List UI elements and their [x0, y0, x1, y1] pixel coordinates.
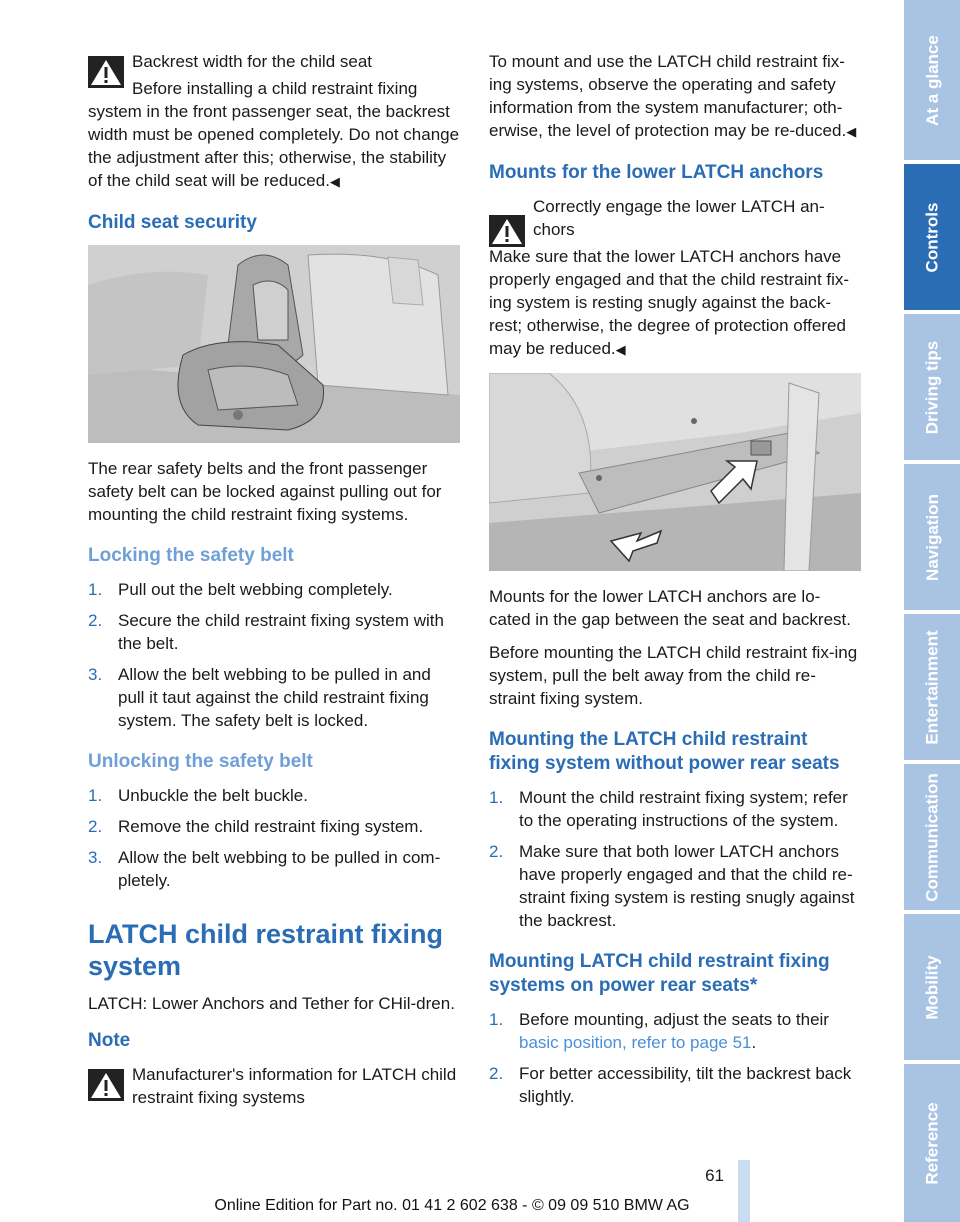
heading-mount-without-power: Mounting the LATCH child restraint fixing system without power rear seats — [489, 729, 840, 774]
locking-steps — [88, 578, 460, 732]
tab-driving-tips[interactable]: Driving tips — [904, 314, 960, 460]
child-seat-photo — [88, 245, 460, 443]
left-column — [88, 50, 460, 1121]
list-item: 1. Before mounting, adjust the seats to their basic position, refer to page 51. — [489, 1010, 829, 1052]
warning-manufacturer-info — [88, 1063, 460, 1109]
heading-note: Note — [88, 1030, 131, 1051]
power-seat-steps — [489, 1008, 861, 1108]
warning-triangle-icon — [489, 215, 525, 247]
list-item: 1. Pull out the belt webbing completely. — [88, 580, 393, 599]
end-mark: ◀ — [329, 174, 340, 189]
para-latch-definition: LATCH: Lower Anchors and Tether for CHil-dren. — [88, 994, 455, 1013]
warning-triangle-icon — [88, 56, 124, 88]
tab-navigation[interactable]: Navigation — [904, 464, 960, 610]
chapter-tabs — [904, 0, 960, 1222]
warning-engage-anchors — [489, 195, 861, 361]
footer-edition: Online Edition for Part no. 01 41 2 602 638 - © 09 09 510 BMW AG — [214, 1197, 690, 1214]
heading-mount-power-seats: Mounting LATCH child restraint fixing systems on power rear seats* — [489, 951, 830, 996]
heading-latch-system: LATCH child restraint fixing system — [88, 919, 444, 981]
heading-mounts-lower-anchors: Mounts for the lower LATCH anchors — [489, 162, 824, 183]
page-number: 61 — [705, 1166, 724, 1185]
heading-locking-safety-belt: Locking the safety belt — [88, 545, 294, 566]
list-item: 2. Remove the child restraint fixing system. — [88, 817, 424, 836]
tab-mobility[interactable]: Mobility — [904, 914, 960, 1060]
tab-communication[interactable]: Communication — [904, 764, 960, 910]
list-item: 1. Unbuckle the belt buckle. — [88, 786, 308, 805]
tab-at-a-glance[interactable]: At a glance — [904, 0, 960, 160]
tab-controls[interactable]: Controls — [904, 164, 960, 310]
para-before-mounting: Before mounting the LATCH child restraint fix-ing system, pull the belt away from the child re-straint fixing system. — [489, 643, 858, 708]
warning-body: Before installing a child restraint fixing system in the front passenger seat, the backrest width must be opened completely. Do not change the adjustment after this; otherwise, the stability of the child seat will be reduced. — [88, 79, 460, 190]
warning-triangle-icon — [88, 1069, 124, 1101]
para-mount-use: To mount and use the LATCH child restraint fix-ing systems, observe the operating and safety information from the system manufacturer; oth-erwise, the level of protection may be re-duced. — [489, 52, 847, 140]
warning-body: Make sure that the lower LATCH anchors have properly engaged and that the child restraint fix-ing system is resting snugly against the back-rest; otherwise, the degree of protection offered may be reduced. — [489, 247, 850, 358]
list-item: 1. Mount the child restraint fixing system; refer to the operating instructions of the system. — [489, 788, 848, 830]
list-item: 2. Make sure that both lower LATCH anchors have properly engaged and that the child re-straint fixing system is resting snugly against the backrest. — [489, 842, 855, 930]
latch-anchor-photo — [489, 373, 861, 571]
warning-title: Backrest width for the child seat — [132, 52, 373, 71]
without-power-steps — [489, 786, 861, 932]
right-column — [489, 50, 861, 1118]
list-item: 3. Allow the belt webbing to be pulled in and pull it taut against the child restraint fixing system. The safety belt is locked. — [88, 665, 431, 730]
list-item: 2. For better accessibility, tilt the backrest back slightly. — [489, 1064, 852, 1106]
warning-title: Correctly engage the lower LATCH an-chors — [533, 197, 825, 239]
unlocking-steps — [88, 784, 460, 892]
tab-reference[interactable]: Reference — [904, 1064, 960, 1222]
warning-backrest-width — [88, 50, 460, 193]
heading-unlocking-safety-belt: Unlocking the safety belt — [88, 751, 313, 772]
link-basic-position-page-51[interactable]: basic position, refer to page 51 — [519, 1033, 752, 1052]
heading-child-seat-security: Child seat security — [88, 212, 257, 233]
end-mark: ◀ — [846, 124, 857, 139]
tab-entertainment[interactable]: Entertainment — [904, 614, 960, 760]
warning-title: Manufacturer's information for LATCH child restraint fixing systems — [132, 1065, 457, 1107]
list-item: 2. Secure the child restraint fixing system with the belt. — [88, 611, 444, 653]
end-mark: ◀ — [615, 342, 626, 357]
para-safety-belts: The rear safety belts and the front passenger safety belt can be locked against pulling out for mounting the child restraint fixing systems. — [88, 459, 442, 524]
para-mounts-located: Mounts for the lower LATCH anchors are lo-cated in the gap between the seat and backrest. — [489, 587, 851, 629]
list-item: 3. Allow the belt webbing to be pulled in com-pletely. — [88, 848, 441, 890]
